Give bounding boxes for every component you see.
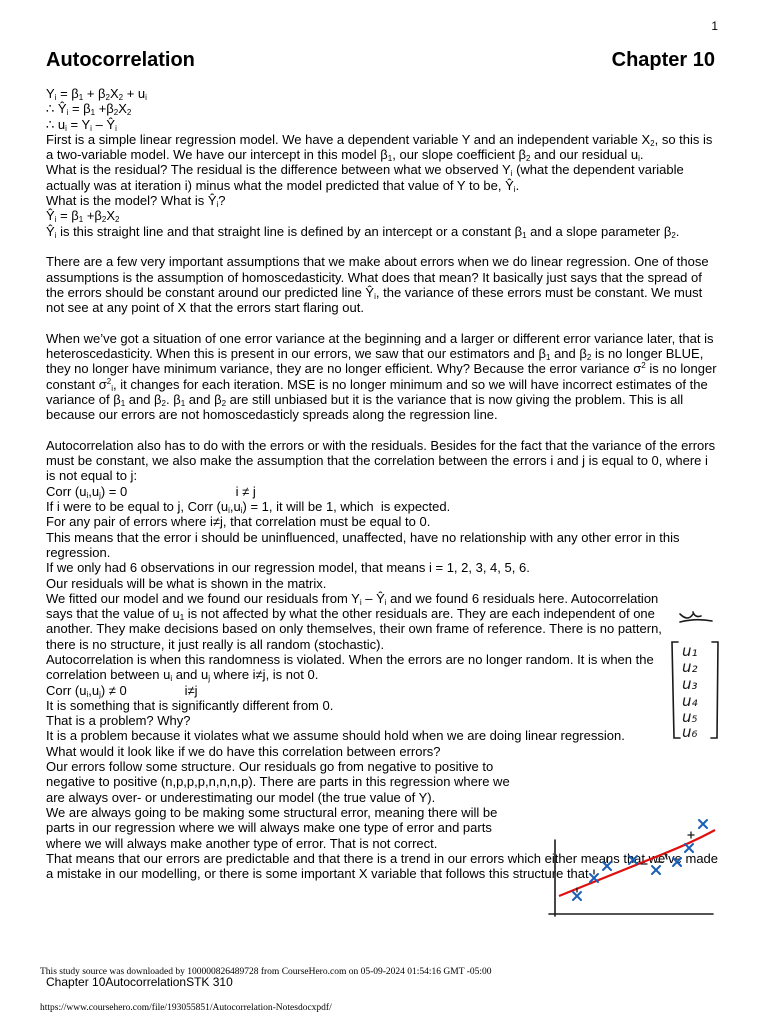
paragraph: We are always going to be making some structural error, meaning there will be parts in our regression where we will always make one type of error and parts where we will always make another type of error. That is not correct. <box>46 804 498 851</box>
footer-chapter-label: Chapter 10AutocorrelationSTK 310 <box>46 975 233 989</box>
paragraph: First is a simple linear regression model. We have a dependent variable Y and an independent variable $X_2$, so this is a two-variable model. We have our intercept in this model $\beta_1$, our slope coefficient $\beta_2$ and our residual $u_i$. <box>46 131 713 164</box>
paragraph: $Ŷ_i$ is this straight line and that straight line is defined by an intercept or a constant $\beta_1$ and a slope parameter $\beta_2$. <box>46 223 680 240</box>
point-mark <box>673 858 681 866</box>
matrix-entry: u₅ <box>682 708 698 726</box>
page-number: 1 <box>711 19 718 33</box>
paragraph: That means that our errors are predictable and that there is a trend in our errors which either means that we’ve made a mistake in our modelling, or there is some important X variable that follows this structure that <box>46 850 719 882</box>
matrix-entry: u₄ <box>682 692 698 710</box>
point-mark <box>699 820 707 828</box>
paragraph: This means that the error i should be uninfluenced, unaffected, have no relationship with any other error in this regression. <box>46 529 680 560</box>
matrix-right-bracket <box>711 642 718 738</box>
paragraph: What would it look like if we do have this correlation between errors? <box>46 743 441 759</box>
equation-corr-nonzero: Corr $(u_i,u_j) \ne 0$ i≠j <box>46 682 198 699</box>
equation-predicted: ∴ $Ŷ_i = \beta_1 +\beta_2X_2$ <box>46 101 132 118</box>
chapter-title: Chapter 10 <box>611 49 715 71</box>
paragraph: We fitted our model and we found our residuals from $Y_i$ – $Ŷ_i$ and we found 6 residuals here. Autocorrelation says that the value of $u_1$ is not affected by what the other residuals are. They are each independent of one another. They make decisions based on only themselves, their own frame of reference. There is no pattern, there is no structure, it just really is all random (stochastic). <box>46 590 662 652</box>
source-url[interactable]: https://www.coursehero.com/file/193055851/Autocorrelation-Notesdocxpdf/ <box>40 1003 332 1013</box>
point-mark <box>652 866 660 874</box>
equation-residual: ∴ $u_i = Y_i$ – $Ŷ_i$ <box>46 116 117 133</box>
point-mark <box>629 856 637 864</box>
paragraph: What is the residual? The residual is the difference between what we observed $Y_i$ (what the dependent variable actually was at iteration i) minus what the model predicted that value of Y to be, $Ŷ_i$. <box>46 162 684 194</box>
matrix-entry: u₂ <box>682 658 698 676</box>
paragraph: It is a problem because it violates what we assume should hold when we are doing linear regression. <box>46 728 625 744</box>
equation-regression: $Y_i = \beta_1 + \beta_2X_2 + u_i$ <box>46 86 147 102</box>
download-watermark: This study source was downloaded by 100000826489728 from CourseHero.com on 05-09-2024 01:54:16 GMT -05:00 <box>40 967 496 977</box>
residual-pattern-sketch <box>543 812 723 924</box>
paragraph: It is something that is significantly different from 0. <box>46 697 334 713</box>
paragraph: If i were to be equal to j, Corr $(u_i,u_i) = 1$, it will be 1, which is expected. <box>46 499 451 516</box>
matrix-entry: u₁ <box>682 642 698 660</box>
paragraph: That is a problem? Why? <box>46 713 191 729</box>
paragraph: There are a few very important assumptions that we make about errors when we do linear regression. One of those assumptions is the assumption of homoscedasticity. What does that mean? It basically just says that the spread of the errors should be constant around our predicted line $Ŷ_i$, the variance of these errors must be constant. We must not see at any point of X that the errors start flaring out. <box>46 254 709 316</box>
matrix-entry: u₆ <box>682 723 698 741</box>
document-title: Autocorrelation <box>46 49 195 71</box>
point-mark <box>573 892 581 900</box>
paragraph: For any pair of errors where i≠j, that correlation must be equal to 0. <box>46 514 431 530</box>
paragraph: Autocorrelation also has to do with the errors or with the residuals. Besides for the fact that the variance of the errors must be constant, we also make the assumption that the correlation between the errors i and j is equal to 0, where i is not equal to j: <box>46 437 716 484</box>
matrix-entry: u₃ <box>682 675 698 693</box>
equation-model: $Ŷ_i = \beta_1 +\beta_2X_2$ <box>46 208 120 225</box>
paragraph: When we’ve got a situation of one error variance at the beginning and a larger or different error variance later, that is heteroscedasticity. When this is present in our errors, we saw that our estimators and $\beta_1$ and $\beta_2$ is no longer BLUE, they no longer have minimum variance, they are no longer efficient. Why? Because the error variance $\sigma^2$ is no longer constant $\sigma^2_i$, it changes for each iteration. MSE is no longer minimum and so we will have incorrect estimates of the variance of $\beta_1$ and $\beta_2$. $\beta_1$ and $\beta_2$ are still unbiased but it is the variance that is now giving the problem. This is all because our errors are not homoscedasticly spreads along the regression line. <box>46 330 717 423</box>
paragraph: Our residuals will be what is shown in the matrix. <box>46 575 327 591</box>
point-mark <box>685 844 693 852</box>
paragraph: What is the model? What is $Ŷ_i$? <box>46 193 226 210</box>
document-body <box>46 86 718 881</box>
matrix-left-bracket <box>672 642 680 738</box>
matrix-header-mark <box>680 612 712 622</box>
paragraph: Our errors follow some structure. Our residuals go from negative to positive to negative to positive (n,p,p,p,n,n,n,p). There are parts in this regression where we are always over- or underestimating our model (the true value of Y). <box>46 759 510 805</box>
paragraph: Autocorrelation is when this randomness is violated. When the errors are no longer random. It is when the correlation between $u_i$ and $u_j$ where i≠j, is not 0. <box>46 651 654 684</box>
residual-matrix-sketch <box>668 608 728 743</box>
page-header <box>46 49 715 73</box>
paragraph: If we only had 6 observations in our regression model, that means i = 1, 2, 3, 4, 5, 6. <box>46 560 530 576</box>
point-mark <box>603 862 611 870</box>
equation-corr-zero: Corr $(u_i,u_j) = 0$ i ≠ j <box>46 483 256 500</box>
